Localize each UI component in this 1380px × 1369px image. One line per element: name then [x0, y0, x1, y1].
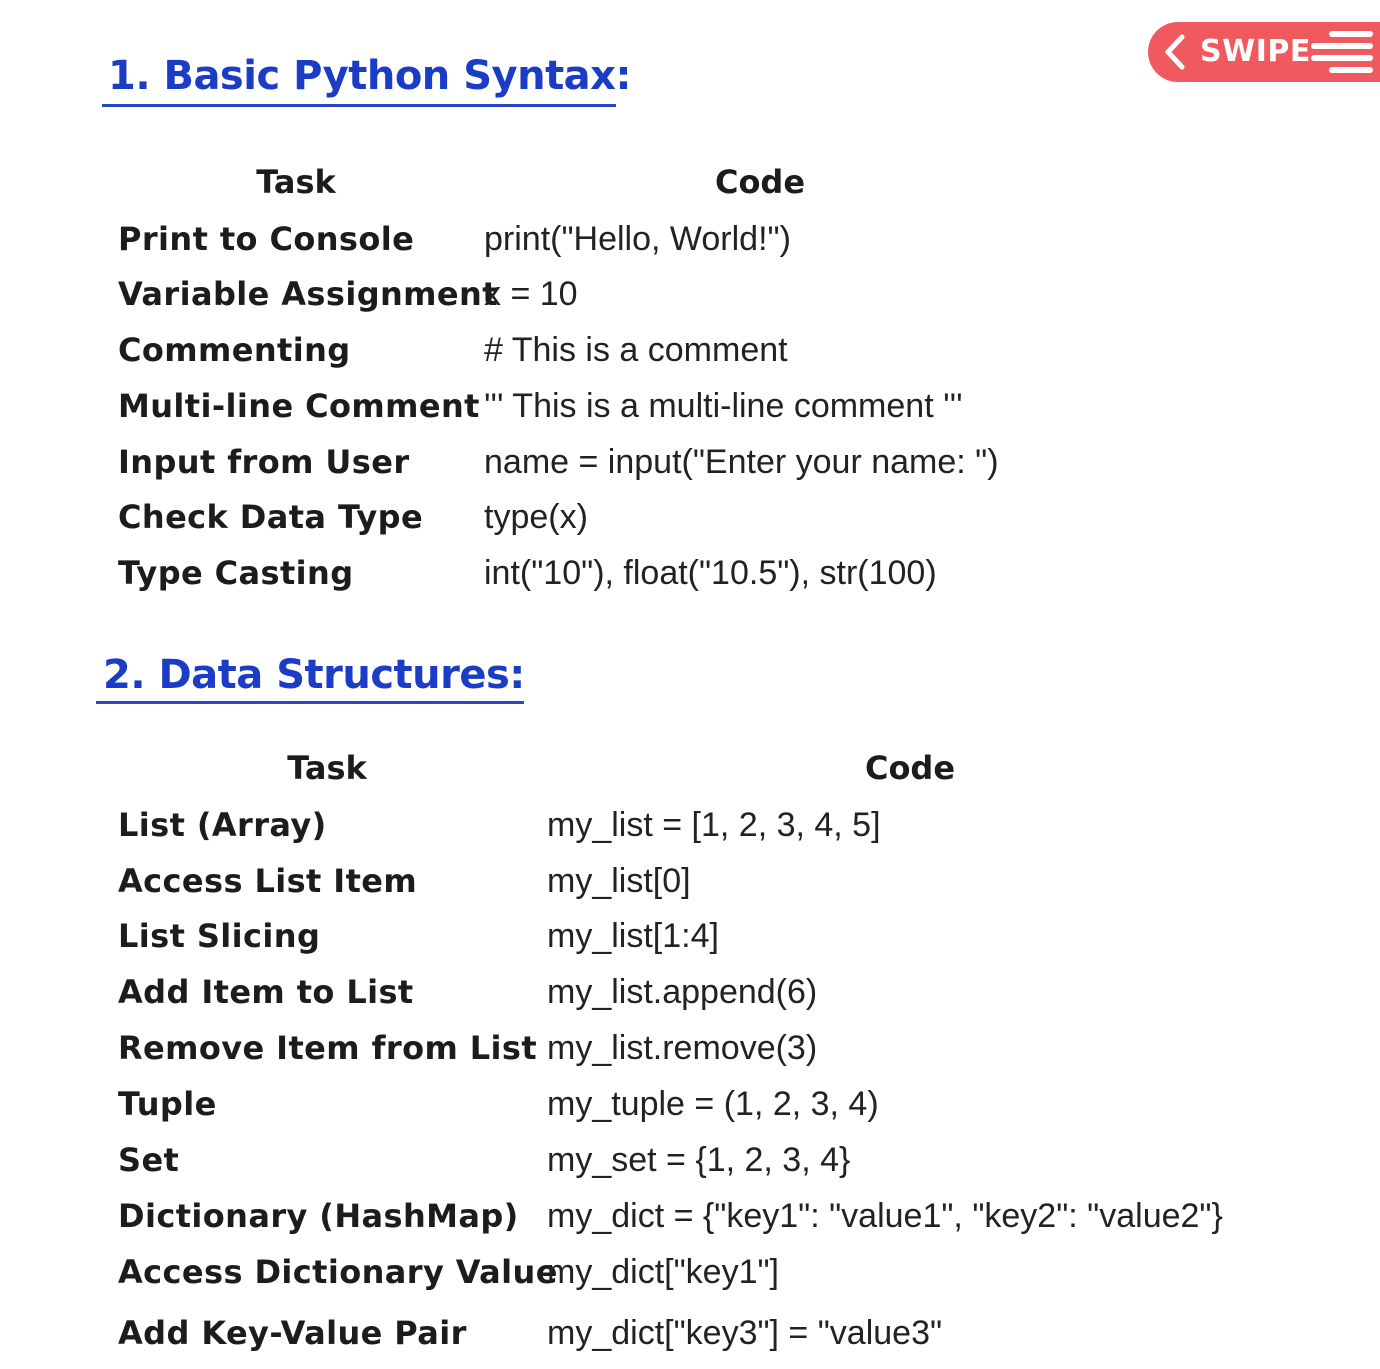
task-cell: Access List Item	[118, 862, 418, 900]
code-cell: my_dict = {"key1": "value1", "key2": "value2"}	[547, 1197, 1223, 1235]
task-cell: Tuple	[118, 1085, 217, 1123]
swipe-button[interactable]	[1148, 22, 1380, 82]
task-cell: Access Dictionary Value	[118, 1253, 558, 1291]
title-underline	[96, 701, 524, 704]
code-cell: int("10"), float("10.5"), str(100)	[484, 554, 937, 592]
column-header-code: Code	[714, 163, 806, 201]
task-cell: Multi-line Comment	[118, 387, 480, 425]
task-cell: Type Casting	[118, 554, 354, 592]
column-header-code: Code	[864, 749, 956, 787]
code-cell: my_set = {1, 2, 3, 4}	[547, 1141, 851, 1179]
task-cell: Input from User	[118, 443, 410, 481]
code-cell: name = input("Enter your name: ")	[484, 443, 999, 481]
menu-lines-icon	[1310, 28, 1376, 76]
code-cell: x = 10	[484, 275, 578, 313]
task-cell: Add Key-Value Pair	[118, 1314, 467, 1352]
task-cell: List (Array)	[118, 806, 327, 844]
code-cell: ''' This is a multi-line comment '''	[484, 387, 963, 425]
code-cell: my_list.append(6)	[547, 973, 818, 1011]
code-cell: my_list = [1, 2, 3, 4, 5]	[547, 806, 881, 844]
column-header-task: Task	[287, 749, 367, 787]
task-cell: List Slicing	[118, 917, 321, 955]
code-cell: my_dict["key1"]	[547, 1253, 779, 1291]
task-cell: Add Item to List	[118, 973, 414, 1011]
task-cell: Check Data Type	[118, 498, 424, 536]
code-cell: type(x)	[484, 498, 588, 536]
task-cell: Dictionary (HashMap)	[118, 1197, 519, 1235]
task-cell: Print to Console	[118, 220, 415, 258]
code-cell: print("Hello, World!")	[484, 220, 791, 258]
swipe-label: SWIPE	[1200, 34, 1311, 69]
task-cell: Variable Assignment	[118, 275, 498, 313]
column-header-task: Task	[256, 163, 336, 201]
title-underline	[102, 104, 616, 107]
code-cell: my_dict["key3"] = "value3"	[547, 1314, 943, 1352]
section-title-data-structures: 2. Data Structures:	[103, 652, 525, 698]
code-cell: my_list[0]	[547, 862, 691, 900]
code-cell: # This is a comment	[484, 331, 788, 369]
task-cell: Set	[118, 1141, 180, 1179]
code-cell: my_list.remove(3)	[547, 1029, 818, 1067]
code-cell: my_tuple = (1, 2, 3, 4)	[547, 1085, 879, 1123]
task-cell: Commenting	[118, 331, 351, 369]
section-title-basic-syntax: 1. Basic Python Syntax:	[108, 53, 631, 99]
task-cell: Remove Item from List	[118, 1029, 538, 1067]
chevron-left-icon	[1162, 34, 1188, 70]
code-cell: my_list[1:4]	[547, 917, 719, 955]
